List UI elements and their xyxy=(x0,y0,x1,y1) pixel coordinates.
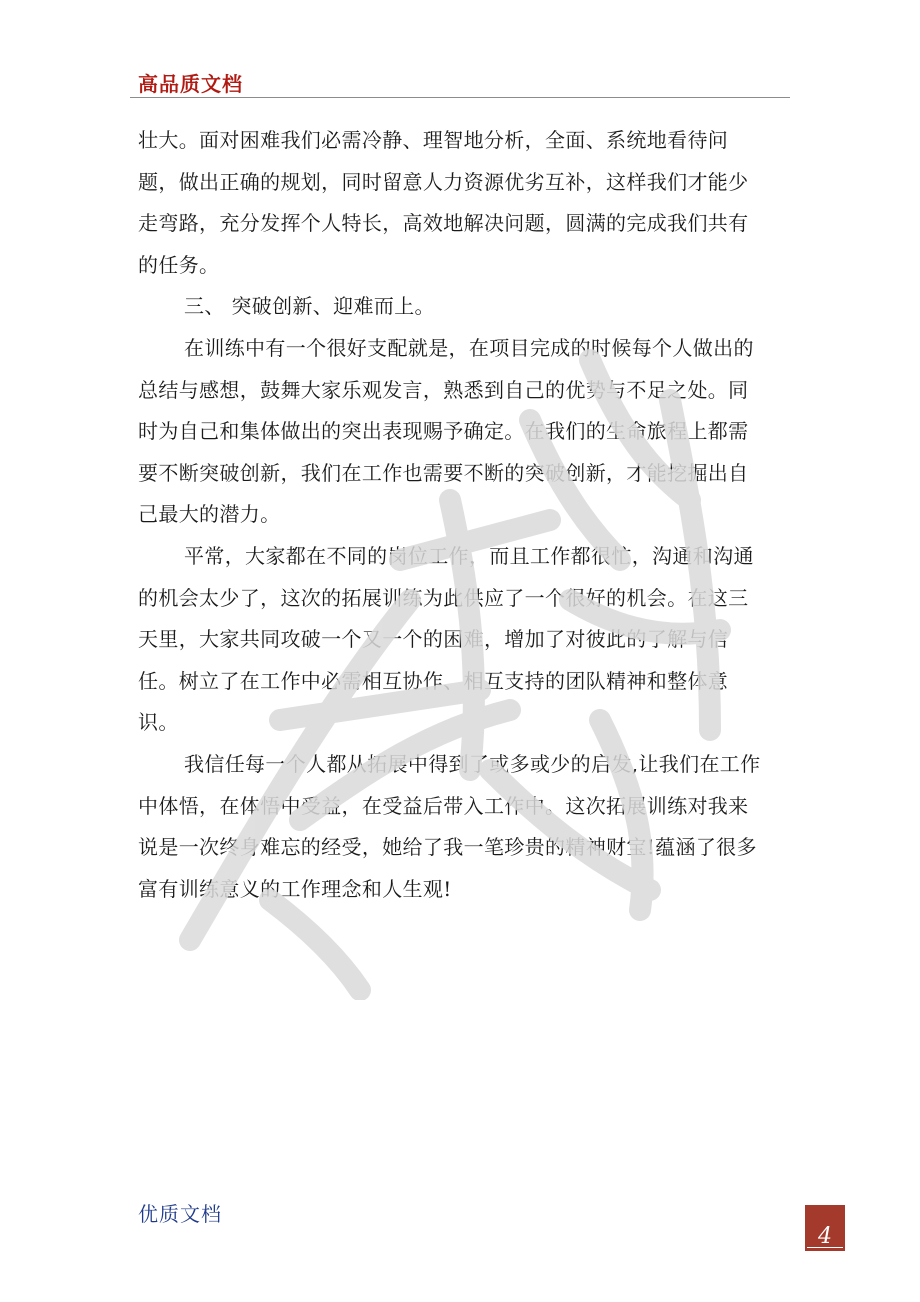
paragraph: 壮大。面对困难我们必需冷静、理智地分析，全面、系统地看待问题，做出正确的规划，同时留意人力资源优劣互补，这样我们才能少走弯路，充分发挥个人特长，高效地解决问题，圆满的完成我们共有的任务。 xyxy=(138,128,749,277)
header-divider xyxy=(130,97,790,98)
section-heading: 三、 突破创新、迎难而上。 xyxy=(184,294,435,319)
paragraph: 在训练中有一个很好支配就是，在项目完成的时候每个人做出的总结与感想，鼓舞大家乐观发言，熟悉到自己的优势与不足之处。同时为自己和集体做出的突出表现赐予确定。在我们的生命旅程上都需要不断突破创新，我们在工作也需要不断的突破创新，才能挖掘出自己最大的潜力。 xyxy=(138,335,754,527)
page-number-badge xyxy=(805,1205,845,1251)
page-badge-underline xyxy=(807,1247,843,1248)
footer-title: 优质文档 xyxy=(138,1202,222,1226)
paragraph: 平常，大家都在不同的岗位工作，而且工作都很忙，沟通和沟通的机会太少了，这次的拓展训练为此供应了一个很好的机会。在这三天里，大家共同攻破一个又一个的困难，增加了对彼此的了解与信任。树立了在工作中必需相互协作、相互支持的团队精神和整体意识。 xyxy=(138,543,754,735)
paragraph: 我信任每一个人都从拓展中得到了或多或少的启发,让我们在工作中体悟，在体悟中受益，在受益后带入工作中。这次拓展训练对我来说是一次终身难忘的经受，她给了我一笔珍贵的精神财宝!蕴涵了很多富有训练意义的工作理念和人生观! xyxy=(138,751,761,901)
header-title: 高品质文档 xyxy=(138,72,243,96)
document-body xyxy=(138,120,768,910)
page-number: 4 xyxy=(818,1224,832,1249)
